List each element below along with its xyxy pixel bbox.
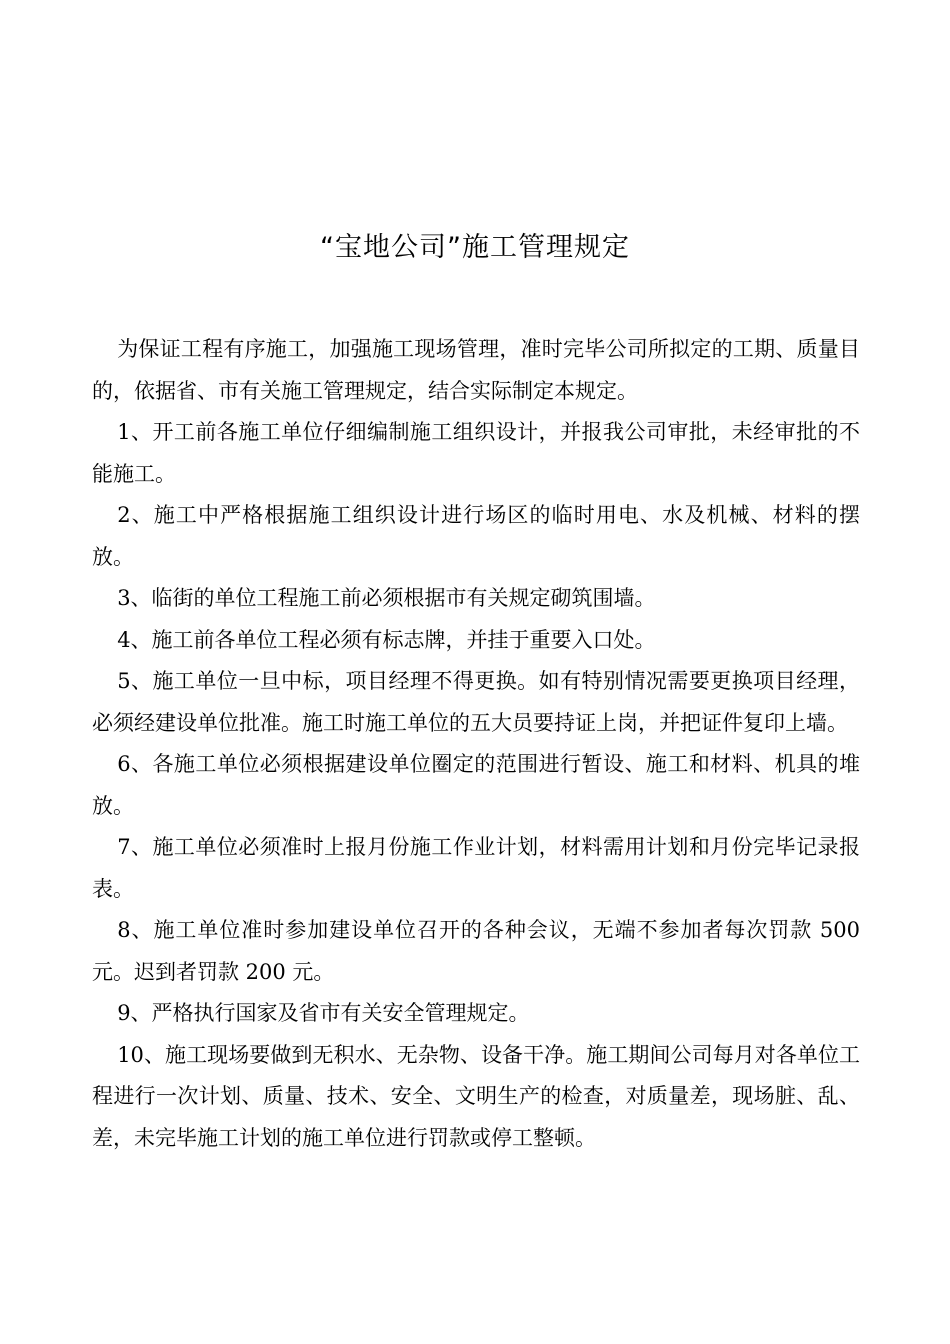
rule-3-paragraph: 3、临街的单位工程施工前必须根据市有关规定砌筑围墙。 <box>117 586 656 610</box>
rule-7-paragraph: 7、施工单位必须准时上报月份施工作业计划，材料需用计划和月份完毕记录报表。 <box>92 835 860 901</box>
document-body <box>92 329 860 1159</box>
rule-9-paragraph: 9、严格执行国家及省市有关安全管理规定。 <box>117 1001 530 1025</box>
rule-2-paragraph: 2、施工中严格根据施工组织设计进行场区的临时用电、水及机械、材料的摆放。 <box>92 503 860 569</box>
document-title: “宝地公司”施工管理规定 <box>320 232 630 263</box>
rule-8-paragraph: 8、施工单位准时参加建设单位召开的各种会议，无端不参加者每次罚款 500 元。迟到者罚款 200 元。 <box>92 918 860 984</box>
intro-paragraph: 为保证工程有序施工，加强施工现场管理，准时完毕公司所拟定的工期、质量目的，依据省、市有关施工管理规定，结合实际制定本规定。 <box>92 337 860 403</box>
rule-6-paragraph: 6、各施工单位必须根据建设单位圈定的范围进行暂设、施工和材料、机具的堆放。 <box>92 752 860 818</box>
rule-10-paragraph: 10、施工现场要做到无积水、无杂物、设备干净。施工期间公司每月对各单位工程进行一次计划、质量、技术、安全、文明生产的检查，对质量差，现场脏、乱、差，未完毕施工计划的施工单位进行罚款或停工整顿。 <box>92 1042 860 1150</box>
rule-4-paragraph: 4、施工前各单位工程必须有标志牌，并挂于重要入口处。 <box>117 627 656 652</box>
rule-1-paragraph: 1、开工前各施工单位仔细编制施工组织设计，并报我公司审批，未经审批的不能施工。 <box>92 420 860 486</box>
rule-5-paragraph: 5、施工单位一旦中标，项目经理不得更换。如有特别情况需要更换项目经理，必须经建设单位批准。施工时施工单位的五大员要持证上岗，并把证件复印上墙。 <box>92 669 860 735</box>
